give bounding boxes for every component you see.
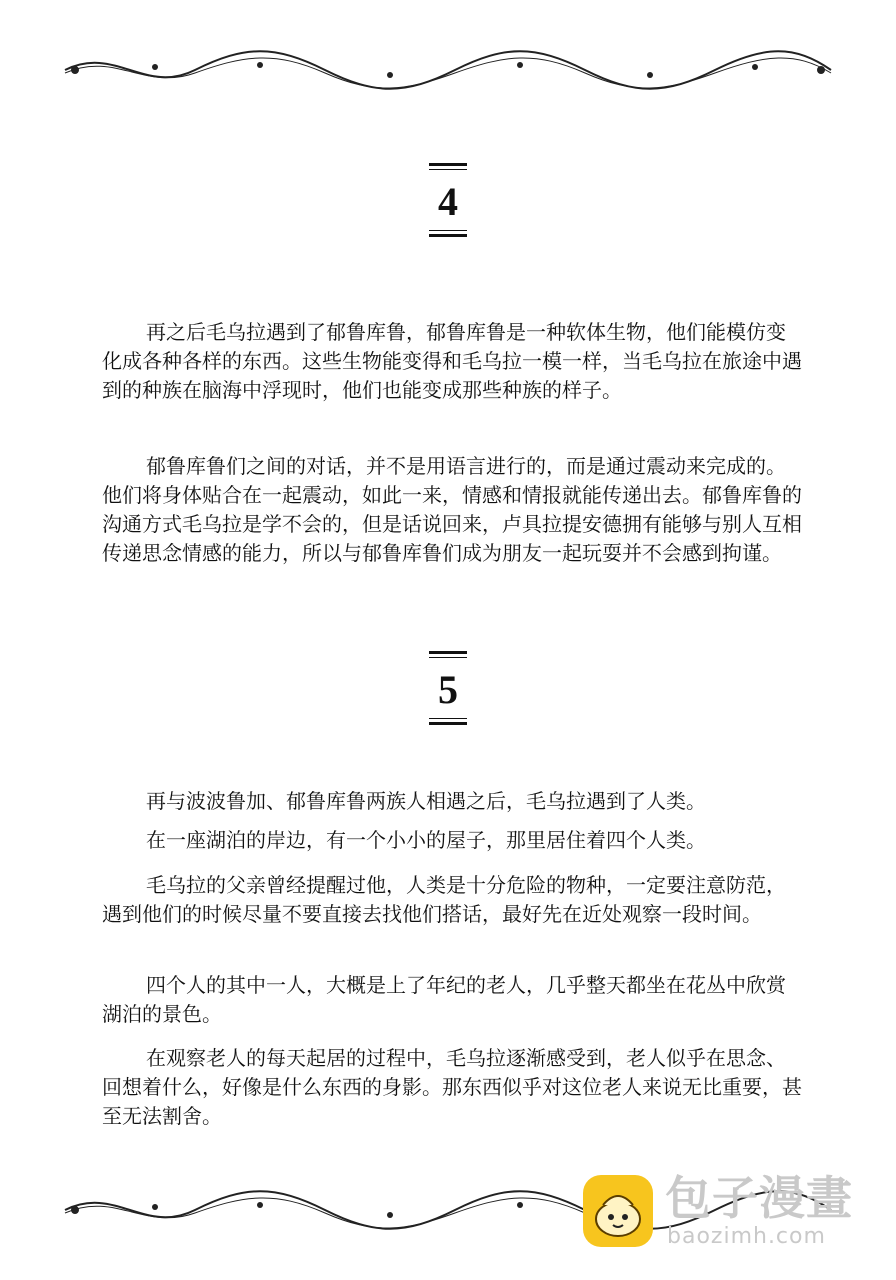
watermark-url: baozimh.com <box>667 1224 826 1249</box>
section-4-paragraph-2: 郁鲁库鲁们之间的对话，并不是用语言进行的，而是通过震动来完成的。他们将身体贴合在一起震动，如此一来，情感和情报就能传递出去。郁鲁库鲁的沟通方式毛乌拉是学不会的，但是话说回来，卢具拉提安德拥有能够与别人互相传递思念情感的能力，所以与郁鲁库鲁们成为朋友一起玩耍并不会感到拘谨。 <box>102 454 802 565</box>
section-5-paragraph-1: 再与波波鲁加、郁鲁库鲁两族人相遇之后，毛乌拉遇到了人类。 <box>146 789 706 813</box>
watermark-title: 包子漫畫 <box>665 1171 853 1225</box>
section-number: 4 <box>438 179 458 224</box>
section-5-paragraph-3: 毛乌拉的父亲曾经提醒过他，人类是十分危险的物种，一定要注意防范，遇到他们的时候尽量不要直接去找他们搭话，最好先在近处观察一段时间。 <box>102 873 786 926</box>
watermark[interactable] <box>583 1172 873 1254</box>
section-5-paragraph-5: 在观察老人的每天起居的过程中，毛乌拉逐渐感受到，老人似乎在思念、回想着什么，好像是什么东西的身影。那东西似乎对这位老人来说无比重要，甚至无法割舍。 <box>102 1046 802 1128</box>
section-5-paragraph-4: 四个人的其中一人，大概是上了年纪的老人，几乎整天都坐在花丛中欣赏湖泊的景色。 <box>102 973 786 1026</box>
section-4-heading <box>0 163 896 237</box>
heading-top-rule <box>429 651 467 658</box>
section-number: 5 <box>438 667 458 712</box>
bun-mascot-icon <box>583 1175 653 1247</box>
heading-top-rule <box>429 163 467 170</box>
heading-bottom-rule <box>429 718 467 725</box>
section-5-heading <box>0 651 896 725</box>
heading-bottom-rule <box>429 230 467 237</box>
top-ornamental-border <box>55 45 841 95</box>
section-5-paragraph-2: 在一座湖泊的岸边，有一个小小的屋子，那里居住着四个人类。 <box>146 828 706 852</box>
section-4-paragraph-1: 再之后毛乌拉遇到了郁鲁库鲁，郁鲁库鲁是一种软体生物，他们能模仿变化成各种各样的东西。这些生物能变得和毛乌拉一模一样，当毛乌拉在旅途中遇到的种族在脑海中浮现时，他们也能变成那些种族的样子。 <box>102 320 802 402</box>
